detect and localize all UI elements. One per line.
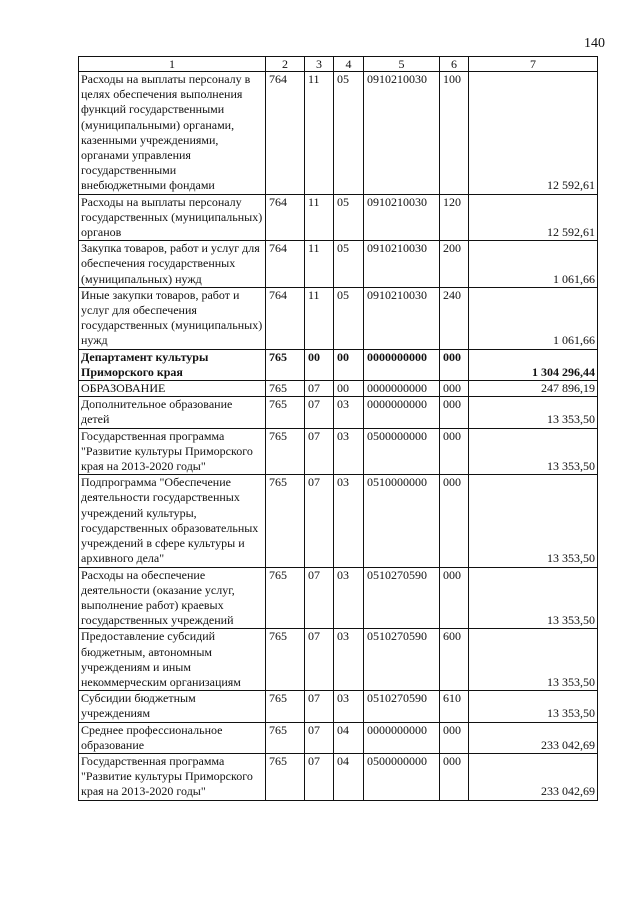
expense-type-cell: 120: [440, 194, 469, 241]
section-code-cell: 00: [305, 349, 334, 380]
amount-cell: 13 353,50: [469, 691, 598, 722]
amount-cell: 13 353,50: [469, 428, 598, 475]
amount-cell: 12 592,61: [469, 194, 598, 241]
admin-code-cell: 765: [266, 722, 305, 753]
expense-type-cell: 100: [440, 72, 469, 195]
expense-type-cell: 000: [440, 753, 469, 800]
subsection-code-cell: 03: [334, 629, 364, 691]
amount-cell: 233 042,69: [469, 753, 598, 800]
section-code-cell: 07: [305, 722, 334, 753]
section-code-cell: 07: [305, 691, 334, 722]
row-name-cell: Субсидии бюджетным учреждениям: [79, 691, 266, 722]
section-code-cell: 11: [305, 194, 334, 241]
expense-type-cell: 000: [440, 349, 469, 380]
expense-type-cell: 600: [440, 629, 469, 691]
amount-cell: 13 353,50: [469, 567, 598, 629]
target-article-cell: 0910210030: [364, 241, 440, 288]
table-row: [79, 428, 598, 475]
section-code-cell: 07: [305, 753, 334, 800]
row-name-cell: Среднее профессиональное образование: [79, 722, 266, 753]
admin-code-cell: 764: [266, 287, 305, 349]
row-name-cell: Государственная программа "Развитие культуры Приморского края на 2013-2020 годы": [79, 428, 266, 475]
table-row: [79, 72, 598, 195]
amount-cell: 1 061,66: [469, 287, 598, 349]
subsection-code-cell: 05: [334, 72, 364, 195]
admin-code-cell: 765: [266, 475, 305, 567]
admin-code-cell: 765: [266, 397, 305, 428]
table-row: [79, 194, 598, 241]
admin-code-cell: 765: [266, 381, 305, 397]
header-cell: 7: [469, 57, 598, 72]
subsection-code-cell: 05: [334, 287, 364, 349]
header-cell: 1: [79, 57, 266, 72]
row-name-cell: Подпрограмма "Обеспечение деятельности государственных учреждений культуры, государственных образовательных учреждений в сфере культуры и архивного дела": [79, 475, 266, 567]
row-name-cell: Предоставление субсидий бюджетным, автономным учреждениям и иным некоммерческим организациям: [79, 629, 266, 691]
table-row: [79, 241, 598, 288]
amount-cell: 1 304 296,44: [469, 349, 598, 380]
expense-type-cell: 000: [440, 397, 469, 428]
table-row: [79, 287, 598, 349]
expense-type-cell: 000: [440, 567, 469, 629]
expense-type-cell: 240: [440, 287, 469, 349]
admin-code-cell: 765: [266, 567, 305, 629]
table-row: [79, 722, 598, 753]
amount-cell: 247 896,19: [469, 381, 598, 397]
row-name-cell: Департамент культуры Приморского края: [79, 349, 266, 380]
target-article-cell: 0510270590: [364, 691, 440, 722]
subsection-code-cell: 00: [334, 349, 364, 380]
row-name-cell: Иные закупки товаров, работ и услуг для обеспечения государственных (муниципальных) нужд: [79, 287, 266, 349]
subsection-code-cell: 03: [334, 428, 364, 475]
expense-type-cell: 000: [440, 381, 469, 397]
target-article-cell: 0910210030: [364, 287, 440, 349]
amount-cell: 233 042,69: [469, 722, 598, 753]
expense-type-cell: 610: [440, 691, 469, 722]
target-article-cell: 0910210030: [364, 194, 440, 241]
row-name-cell: ОБРАЗОВАНИЕ: [79, 381, 266, 397]
header-cell: 4: [334, 57, 364, 72]
header-cell: 6: [440, 57, 469, 72]
amount-cell: 13 353,50: [469, 629, 598, 691]
subsection-code-cell: 04: [334, 722, 364, 753]
section-code-cell: 11: [305, 72, 334, 195]
expense-type-cell: 000: [440, 475, 469, 567]
admin-code-cell: 765: [266, 428, 305, 475]
subsection-code-cell: 03: [334, 475, 364, 567]
section-code-cell: 07: [305, 475, 334, 567]
target-article-cell: 0510270590: [364, 567, 440, 629]
page-number: 140: [584, 36, 605, 51]
row-name-cell: Дополнительное образование детей: [79, 397, 266, 428]
row-name-cell: Закупка товаров, работ и услуг для обеспечения государственных (муниципальных) нужд: [79, 241, 266, 288]
subsection-code-cell: 03: [334, 397, 364, 428]
subsection-code-cell: 00: [334, 381, 364, 397]
table-row: [79, 691, 598, 722]
section-code-cell: 07: [305, 397, 334, 428]
row-name-cell: Расходы на выплаты персоналу в целях обеспечения выполнения функций государственными (муниципальными) органами, казенными учреждениями, органами управления государственными внебюджетными фондами: [79, 72, 266, 195]
table-row: [79, 475, 598, 567]
row-name-cell: Расходы на обеспечение деятельности (оказание услуг, выполнение работ) краевых государственных учреждений: [79, 567, 266, 629]
target-article-cell: 0000000000: [364, 397, 440, 428]
table-row: [79, 397, 598, 428]
table-row: [79, 349, 598, 380]
amount-cell: 12 592,61: [469, 72, 598, 195]
subsection-code-cell: 03: [334, 567, 364, 629]
target-article-cell: 0000000000: [364, 722, 440, 753]
expense-type-cell: 200: [440, 241, 469, 288]
admin-code-cell: 765: [266, 629, 305, 691]
target-article-cell: 0000000000: [364, 349, 440, 380]
section-code-cell: 07: [305, 567, 334, 629]
subsection-code-cell: 04: [334, 753, 364, 800]
section-code-cell: 07: [305, 381, 334, 397]
table-header-row: [79, 57, 598, 72]
section-code-cell: 07: [305, 629, 334, 691]
subsection-code-cell: 05: [334, 241, 364, 288]
target-article-cell: 0000000000: [364, 381, 440, 397]
target-article-cell: 0500000000: [364, 428, 440, 475]
subsection-code-cell: 03: [334, 691, 364, 722]
table-row: [79, 381, 598, 397]
target-article-cell: 0510270590: [364, 629, 440, 691]
header-cell: 5: [364, 57, 440, 72]
admin-code-cell: 765: [266, 349, 305, 380]
amount-cell: 1 061,66: [469, 241, 598, 288]
row-name-cell: Государственная программа "Развитие культуры Приморского края на 2013-2020 годы": [79, 753, 266, 800]
amount-cell: 13 353,50: [469, 475, 598, 567]
target-article-cell: 0510000000: [364, 475, 440, 567]
table-row: [79, 753, 598, 800]
amount-cell: 13 353,50: [469, 397, 598, 428]
expense-type-cell: 000: [440, 428, 469, 475]
section-code-cell: 11: [305, 287, 334, 349]
table-body: [79, 72, 598, 801]
table-row: [79, 629, 598, 691]
admin-code-cell: 764: [266, 194, 305, 241]
expense-type-cell: 000: [440, 722, 469, 753]
table-row: [79, 567, 598, 629]
row-name-cell: Расходы на выплаты персоналу государственных (муниципальных) органов: [79, 194, 266, 241]
admin-code-cell: 764: [266, 72, 305, 195]
admin-code-cell: 765: [266, 753, 305, 800]
subsection-code-cell: 05: [334, 194, 364, 241]
section-code-cell: 11: [305, 241, 334, 288]
target-article-cell: 0910210030: [364, 72, 440, 195]
header-cell: 3: [305, 57, 334, 72]
header-cell: 2: [266, 57, 305, 72]
admin-code-cell: 765: [266, 691, 305, 722]
target-article-cell: 0500000000: [364, 753, 440, 800]
section-code-cell: 07: [305, 428, 334, 475]
admin-code-cell: 764: [266, 241, 305, 288]
budget-table: [78, 56, 598, 801]
